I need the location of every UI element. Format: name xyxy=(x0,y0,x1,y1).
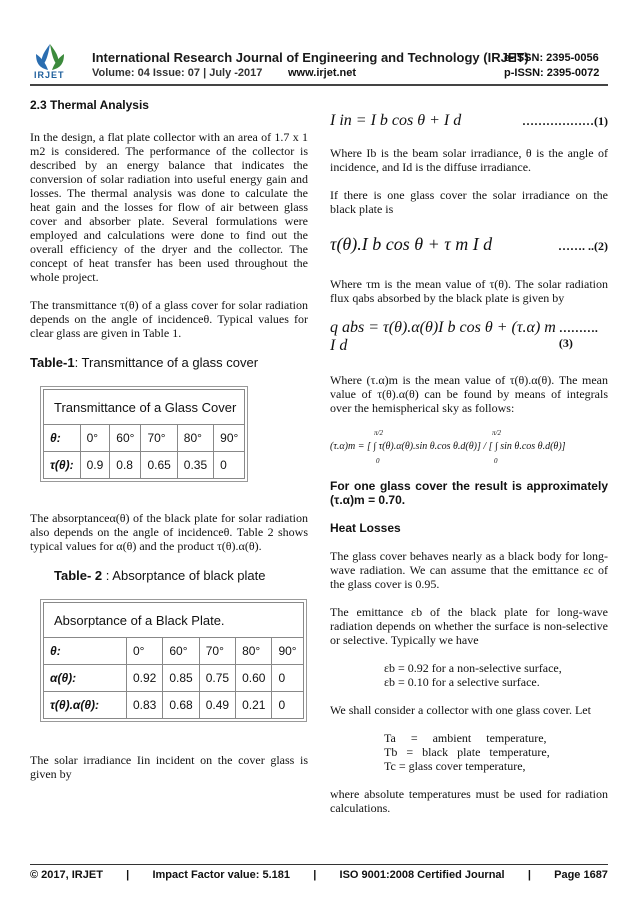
list-item: εb = 0.10 for a selective surface. xyxy=(384,675,540,689)
copyright: © 2017, IRJET xyxy=(30,869,103,881)
paragraph: where absolute temperatures must be used for radiation calculations. xyxy=(330,787,608,815)
paragraph: The absorptanceα(θ) of the black plate for solar radiation also depends on the angle of incidenceθ. Table 2 shows typical values for α(θ) and the product τ(θ).α(θ). xyxy=(30,511,308,553)
table-row: θ: 0° 60° 70° 80° 90° xyxy=(44,638,304,665)
table-row: α(θ): 0.92 0.85 0.75 0.60 0 xyxy=(44,665,304,692)
equation-3: q abs = τ(θ).α(θ)I b cos θ + (τ.α) m I d ……….(3) xyxy=(330,319,598,354)
footer-divider xyxy=(30,864,608,865)
absorptance-table xyxy=(40,599,307,722)
list-item: εb = 0.92 for a non-selective surface, xyxy=(384,661,562,675)
paragraph: The solar irradiance Iin incident on the cover glass is given by xyxy=(30,753,308,781)
page-number: Page 1687 xyxy=(554,869,608,881)
section-heading: 2.3 Thermal Analysis xyxy=(30,98,149,112)
impact-factor: Impact Factor value: 5.181 xyxy=(152,869,290,881)
logo-text: IRJET xyxy=(34,70,65,80)
e-issn: e-ISSN: 2395-0056 xyxy=(504,52,599,64)
page-footer: © 2017, IRJET | Impact Factor value: 5.181 | ISO 9001:2008 Certified Journal | Page 1687 xyxy=(30,869,608,881)
equation-4: π/2 π/2 (τ.α)m = [ ∫ τ(θ).α(θ).sin θ.cos θ.d(θ)] / [ ∫ sin θ.cos θ.d(θ)] 0 0 xyxy=(330,429,566,465)
paragraph: The emittance εb of the black plate for long-wave radiation depends on whether the surface is non-selective or selective. Typically we have xyxy=(330,605,608,647)
equation-2: τ(θ).I b cos θ + τ m I d ……. ..(2) xyxy=(330,234,608,254)
table-title: Transmittance of a Glass Cover xyxy=(44,390,245,425)
table-title: Absorptance of a Black Plate. xyxy=(44,603,304,638)
transmittance-table xyxy=(40,386,248,482)
p-issn: p-ISSN: 2395-0072 xyxy=(504,67,600,79)
equation-1: I in = I b cos θ + I d ………………(1) xyxy=(330,112,608,129)
table-caption: Table-1: Transmittance of a glass cover xyxy=(30,355,259,370)
paragraph: Where τm is the mean value of τ(θ). The solar radiation flux qabs absorbed by the black plate is given by xyxy=(330,277,608,305)
paragraph: Where (τ.α)m is the mean value of τ(θ).α(θ). The mean value of τ(θ).α(θ) can be found by means of integrals over the hemispherical sky as follows: xyxy=(330,373,608,415)
table-row: θ: 0° 60° 70° 80° 90° xyxy=(44,425,245,452)
paragraph: If there is one glass cover the solar irradiance on the black plate is xyxy=(330,188,608,216)
paragraph: Where Ib is the beam solar irradiance, θ is the angle of incidence, and Id is the diffuse irradiance. xyxy=(330,146,608,174)
paragraph: In the design, a flat plate collector with an area of 1.7 x 1 m2 is considered. The performance of the collector is described by an energy balance that indicates the conversion of solar radiation into useful energy gain and losses. The thermal analysis was done to calculate the heat gain and the losses for flow of air between glass cover and absorber plate. Several formulations were employed and calculations were done to find out the overall efficiency of the dryer and the collector. The concept of heat transfer has been used throughout the whole project. xyxy=(30,130,308,284)
header-divider xyxy=(30,84,608,86)
website-link[interactable]: www.irjet.net xyxy=(288,67,357,79)
list-item: Ta = ambient temperature, xyxy=(384,731,547,745)
list-item: Tb = black plate temperature, xyxy=(384,745,550,759)
iso-certification: ISO 9001:2008 Certified Journal xyxy=(339,869,505,881)
paragraph: The transmittance τ(θ) of a glass cover for solar radiation depends on the angle of incidenceθ. Typical values for clear glass are given in Table 1. xyxy=(30,298,308,340)
paragraph: The glass cover behaves nearly as a black body for long-wave radiation. We can assume that the emittance εc of the glass cover is 0.95. xyxy=(330,549,608,591)
list-item: Tc = glass cover temperature, xyxy=(384,759,526,773)
volume-info: Volume: 04 Issue: 07 | July -2017 xyxy=(92,67,263,79)
table-row: τ(θ): 0.9 0.8 0.65 0.35 0 xyxy=(44,452,245,479)
result-statement: For one glass cover the result is approximately (τ.α)m = 0.70. xyxy=(330,479,608,507)
page-header xyxy=(0,0,638,82)
right-column xyxy=(330,112,608,829)
section-heading: Heat Losses xyxy=(330,521,401,535)
table-caption: Table- 2 : Absorptance of black plate xyxy=(54,568,266,583)
journal-title: International Research Journal of Engineering and Technology (IRJET) xyxy=(92,50,529,65)
table-row: τ(θ).α(θ): 0.83 0.68 0.49 0.21 0 xyxy=(44,692,304,719)
paragraph: We shall consider a collector with one glass cover. Let xyxy=(330,703,591,717)
left-column xyxy=(30,98,308,795)
